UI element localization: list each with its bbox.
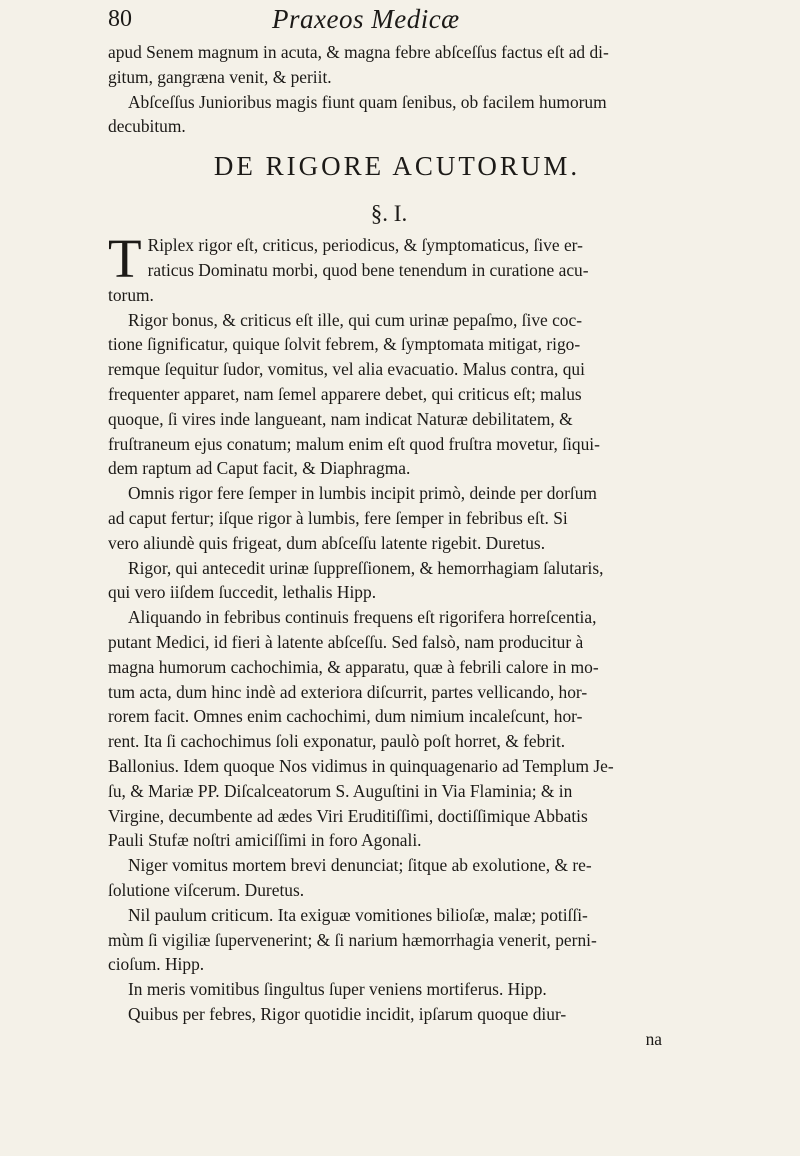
line: Ballonius. Idem quoque Nos vidimus in quinquagenario ad Templum Je- bbox=[108, 755, 614, 776]
line: tione ſignificatur, quique ſolvit febrem, & ſymptomata mitigat, rigo- bbox=[108, 334, 581, 355]
line: Quibus per febres, Rigor quotidie incidit, ipſarum quoque diur- bbox=[128, 1003, 567, 1024]
line: remque ſequitur ſudor, vomitus, vel alia evacuatio. Malus contra, qui bbox=[108, 359, 585, 380]
line: mùm ſi vigiliæ ſupervenerint; & ſi narium hæmorrhagia venerit, perni- bbox=[108, 929, 597, 950]
line: rorem facit. Omnes enim cachochimi, dum nimium incaleſcunt, hor- bbox=[108, 706, 583, 727]
line: qui vero iiſdem ſuccedit, lethalis Hipp. bbox=[108, 582, 377, 603]
page-header bbox=[108, 2, 668, 36]
text-block bbox=[108, 40, 670, 1051]
line-before-1: gitum, gangræna venit, & periit. bbox=[108, 66, 332, 87]
paragraph bbox=[108, 308, 670, 482]
paragraph bbox=[108, 481, 670, 555]
line: Rigor bonus, & criticus eſt ille, qui cum urinæ pepaſmo, ſive coc- bbox=[128, 309, 582, 330]
line: Virgine, decumbente ad ædes Viri Eruditiſſimi, doctiſſimique Abbatis bbox=[108, 805, 588, 826]
line: rent. Ita ſi cachochimus ſoli exponatur, paulò poſt horret, & febrit. bbox=[108, 731, 566, 752]
line-before-2: Abſceſſus Junioribus magis fiunt quam ſenibus, ob facilem humorum bbox=[128, 91, 607, 112]
line: putant Medici, id fieri à latente abſceſſu. Sed falsò, nam producitur à bbox=[108, 631, 584, 652]
drop-cap: T bbox=[108, 228, 142, 290]
first-paragraph-line-0: Riplex rigor eſt, criticus, periodicus, & ſymptomaticus, ſive er- bbox=[147, 235, 583, 256]
line: Aliquando in febribus continuis frequens eſt rigorifera horreſcentia, bbox=[128, 607, 597, 628]
line: ſolutione viſcerum. Duretus. bbox=[108, 879, 305, 900]
first-paragraph-line-2: torum. bbox=[108, 284, 154, 305]
line-before-3: decubitum. bbox=[108, 116, 186, 137]
line: Rigor, qui antecedit urinæ ſuppreſſionem, & hemorrhagiam ſalutaris, bbox=[128, 557, 604, 578]
line: Nil paulum criticum. Ita exiguæ vomitiones bilioſæ, malæ; potiſſi- bbox=[128, 904, 588, 925]
line: Niger vomitus mortem brevi denunciat; ſitque ab exolutione, & re- bbox=[128, 855, 592, 876]
first-paragraph bbox=[108, 228, 670, 307]
line: cioſum. Hipp. bbox=[108, 954, 205, 975]
line: dem raptum ad Caput facit, & Diaphragma. bbox=[108, 458, 411, 479]
line-before-0: apud Senem magnum in acuta, & magna febre abſceſſus factus eſt ad di- bbox=[108, 42, 609, 62]
section-title: DE RIGORE ACUTORUM. bbox=[213, 151, 581, 182]
line: quoque, ſi vires inde langueant, nam indicat Naturæ debilitatem, & bbox=[108, 408, 573, 429]
line: Pauli Stufæ noſtri amiciſſimi in foro Agonali. bbox=[108, 830, 422, 851]
paragraph bbox=[108, 977, 670, 1027]
paragraph bbox=[108, 903, 670, 977]
line: tum acta, dum hinc indè ad exteriora diſcurrit, partes vellicando, hor- bbox=[108, 681, 588, 702]
paragraph bbox=[108, 853, 670, 903]
line: In meris vomitibus ſingultus ſuper veniens mortiferus. Hipp. bbox=[128, 979, 547, 1000]
line: ad caput fertur; iſque rigor à lumbis, fere ſemper in febribus eſt. Si bbox=[108, 507, 568, 528]
catchword: na bbox=[645, 1028, 662, 1049]
line: fruſtraneum ejus conatum; malum enim eſt quod fruſtra movetur, ſiqui- bbox=[108, 433, 600, 454]
first-paragraph-line-1: raticus Dominatu morbi, quod bene tenendum in curatione acu- bbox=[147, 259, 589, 280]
line: ſu, & Mariæ PP. Diſcalceatorum S. Auguſtini in Via Flaminia; & in bbox=[108, 780, 573, 801]
line: Omnis rigor fere ſemper in lumbis incipit primò, deinde per dorſum bbox=[128, 483, 597, 504]
section-mark: §. I. bbox=[370, 201, 408, 227]
running-head: Praxeos Medicæ bbox=[272, 4, 460, 34]
paragraph bbox=[108, 556, 670, 606]
paragraph bbox=[108, 605, 670, 853]
line: vero aliundè quis frigeat, dum abſceſſu latente rigebit. Duretus. bbox=[108, 532, 546, 553]
page-number: 80 bbox=[108, 6, 132, 32]
line: frequenter apparet, nam ſemel apparere debet, qui criticus eſt; malus bbox=[108, 383, 582, 404]
line: magna humorum cachochimia, & apparatu, quæ à febrili calore in mo- bbox=[108, 656, 599, 677]
